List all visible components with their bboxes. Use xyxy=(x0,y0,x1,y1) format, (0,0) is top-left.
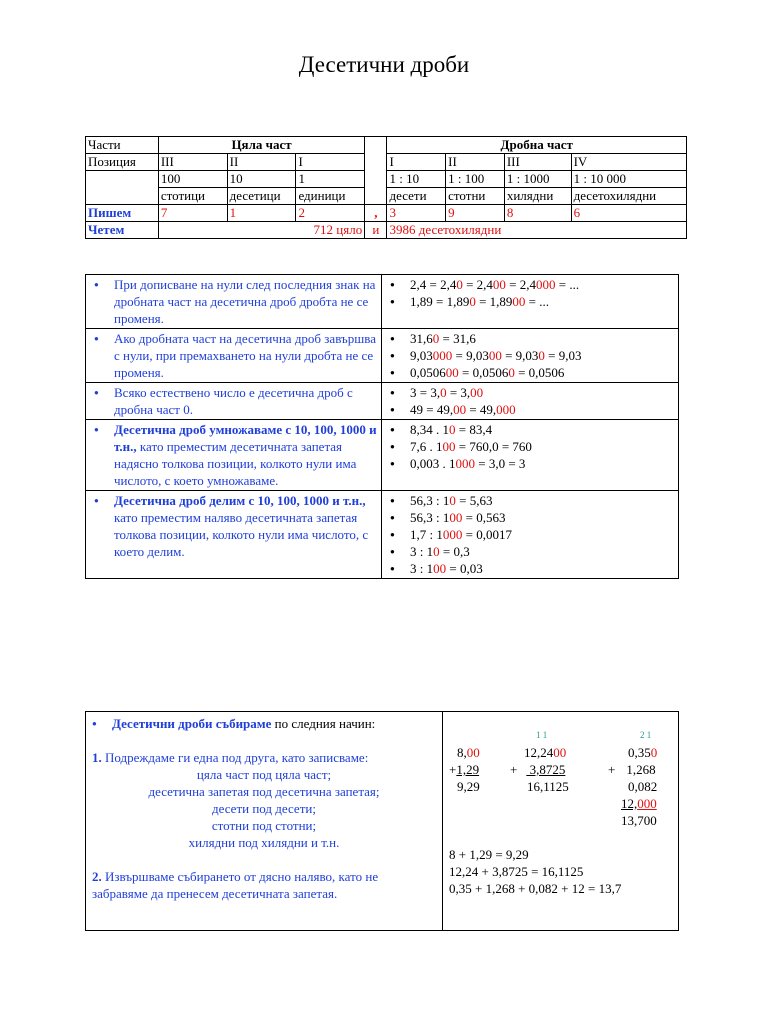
empty-cell xyxy=(86,171,159,205)
digit-whole: 2 xyxy=(296,205,365,222)
rule-row xyxy=(86,383,679,420)
calc1-addend: 8,00 xyxy=(457,745,480,760)
step2-number: 2. xyxy=(92,869,102,884)
result-line: 12,24 + 3,8725 = 16,1125 xyxy=(449,864,584,879)
position-fraction: III xyxy=(504,154,571,171)
example-item: ● 49 = 49,00 = 49,000 xyxy=(390,401,674,418)
value-fraction: 1 : 10 xyxy=(387,171,446,188)
digit-fraction: 6 xyxy=(571,205,686,222)
rule-examples-cell xyxy=(381,491,678,579)
read-fraction: 3986 десетохилядни xyxy=(387,222,687,239)
calc3-addend: 12,000 xyxy=(621,796,657,811)
value-fraction: 1 : 10 000 xyxy=(571,171,686,188)
example-item: ● 56,3 : 100 = 0,563 xyxy=(390,509,674,526)
rule-row xyxy=(86,329,679,383)
step1-line: десетична запетая под десетична запетая; xyxy=(148,784,380,799)
example-item: ● 1,7 : 1000 = 0,0017 xyxy=(390,526,674,543)
step1-line: стотни под стотни; xyxy=(211,818,317,833)
rule-body-text: Всяко естествено число е десетична дроб с дробна част 0. xyxy=(114,385,353,417)
value-whole: 1 xyxy=(296,171,365,188)
value-whole: 10 xyxy=(227,171,296,188)
decimal-comma: , xyxy=(365,205,387,222)
rule-body-text: като преместим наляво десетичната запетая толкова позиции, колкото нули има числото, с което делим. xyxy=(114,510,369,559)
example-item: ● 3 : 10 = 0,3 xyxy=(390,543,674,560)
calc2-addend: + 3,8725 xyxy=(510,762,566,777)
example-item: ● 3 = 3,0 = 3,00 xyxy=(390,384,674,401)
calc3-addend: + 1,268 xyxy=(608,762,656,777)
addition-examples xyxy=(443,712,679,931)
rule-examples-cell xyxy=(381,329,678,383)
carry-digits: 1 1 xyxy=(536,730,548,740)
step1-text: Подреждаме ги една под друга, като записваме: xyxy=(101,750,369,765)
value-whole: 100 xyxy=(158,171,227,188)
digit-whole: 1 xyxy=(227,205,296,222)
name-whole: единици xyxy=(296,188,365,205)
read-whole: 712 цяло xyxy=(158,222,364,239)
name-fraction: хилядни xyxy=(504,188,571,205)
name-fraction: стотни xyxy=(446,188,505,205)
calc3-addend: 0,350 xyxy=(628,745,658,760)
calc1-addend: +1,29 xyxy=(449,762,480,777)
name-fraction: десетохилядни xyxy=(571,188,686,205)
calc3-sum: 13,700 xyxy=(621,813,657,828)
example-item: ● 56,3 : 10 = 5,63 xyxy=(390,492,674,509)
name-whole: стотици xyxy=(158,188,227,205)
step1-line: хилядни под хилядни и т.н. xyxy=(188,835,340,850)
rule-examples-cell xyxy=(381,275,678,329)
position-fraction: I xyxy=(387,154,446,171)
rule-text xyxy=(94,421,377,489)
read-and: и xyxy=(365,222,387,239)
parts-label: Части xyxy=(86,137,159,154)
rule-body-text: При дописване на нули след последния знак на дробната част на десетична дроб дробта не се променя. xyxy=(114,277,376,326)
step1-intro xyxy=(92,749,436,766)
rule-text xyxy=(94,330,377,381)
example-item: ● 3 : 100 = 0,03 xyxy=(390,560,674,577)
fraction-part-header: Дробна част xyxy=(387,137,687,154)
rule-examples-cell xyxy=(381,420,678,491)
carry-digits: 2 1 xyxy=(640,730,652,740)
result-line: 0,35 + 1,268 + 0,082 + 12 = 13,7 xyxy=(449,881,622,896)
position-whole: II xyxy=(227,154,296,171)
value-fraction: 1 : 100 xyxy=(446,171,505,188)
position-fraction: IV xyxy=(571,154,686,171)
digit-fraction: 8 xyxy=(504,205,571,222)
rule-bold-text: Десетична дроб делим с 10, 100, 1000 и т.н., xyxy=(114,493,366,508)
position-whole: I xyxy=(296,154,365,171)
addition-table xyxy=(85,711,679,931)
rule-row xyxy=(86,420,679,491)
rule-text xyxy=(94,384,377,418)
calc1-sum: 9,29 xyxy=(457,779,480,794)
digit-fraction: 3 xyxy=(387,205,446,222)
write-label: Пишем xyxy=(86,205,159,222)
result-line: 8 + 1,29 = 9,29 xyxy=(449,847,529,862)
example-item: ● 8,34 . 10 = 83,4 xyxy=(390,421,674,438)
example-item: ● 9,03000 = 9,0300 = 9,030 = 9,03 xyxy=(390,347,674,364)
step1-number: 1. xyxy=(92,750,102,765)
rule-text-cell xyxy=(86,383,382,420)
digit-fraction: 9 xyxy=(446,205,505,222)
rule-row xyxy=(86,275,679,329)
step1-line: десети под десети; xyxy=(212,801,316,816)
rule-text xyxy=(94,276,377,327)
addition-explanation xyxy=(86,712,443,931)
rules-table xyxy=(85,274,679,579)
rule-text-cell xyxy=(86,491,382,579)
example-item: ● 0,003 . 1000 = 3,0 = 3 xyxy=(390,455,674,472)
name-fraction: десети xyxy=(387,188,446,205)
rule-text-cell xyxy=(86,420,382,491)
rule-bold-text: Десетична дроб умножаваме с 10, 100, 1000 и т.н., xyxy=(114,422,377,454)
position-label: Позиция xyxy=(86,154,159,171)
addition-heading xyxy=(92,715,436,732)
read-label: Четем xyxy=(86,222,159,239)
example-item: ● 31,60 = 31,6 xyxy=(390,330,674,347)
rule-text xyxy=(94,492,377,560)
calc3-addend: 0,082 xyxy=(628,779,658,794)
rule-text-cell xyxy=(86,275,382,329)
position-fraction: II xyxy=(446,154,505,171)
digit-whole: 7 xyxy=(158,205,227,222)
rule-body-text: Ако дробната част на десетична дроб завършва с нули, при премахването на нули дробта не се променя. xyxy=(114,331,376,380)
example-item: ● 1,89 = 1,890 = 1,8900 = ... xyxy=(390,293,674,310)
addition-heading-bold: Десетични дроби събираме xyxy=(112,716,272,731)
addition-heading-rest: по следния начин: xyxy=(271,716,376,731)
example-item: ● 7,6 . 100 = 760,0 = 760 xyxy=(390,438,674,455)
step2-text-block xyxy=(92,868,436,902)
rule-row xyxy=(86,491,679,579)
example-item: ● 2,4 = 2,40 = 2,400 = 2,4000 = ... xyxy=(390,276,674,293)
rule-body-text: като преместим десетичната запетая надясно толкова позиции, колкото нули има числото, с което умножаваме. xyxy=(114,439,357,488)
rule-examples-cell xyxy=(381,383,678,420)
name-whole: десетици xyxy=(227,188,296,205)
step1-line: цяла част под цяла част; xyxy=(196,767,332,782)
value-fraction: 1 : 1000 xyxy=(504,171,571,188)
step2-text: Извършваме събирането от дясно наляво, като не забравяме да пренесем десетичната запетая. xyxy=(92,869,379,901)
whole-part-header: Цяла част xyxy=(158,137,364,154)
example-item: ● 0,050600 = 0,05060 = 0,0506 xyxy=(390,364,674,381)
position-whole: III xyxy=(158,154,227,171)
calc2-addend: 12,2400 xyxy=(524,745,567,760)
page-title: Десетични дроби xyxy=(298,52,470,77)
separator-cell xyxy=(365,137,387,205)
place-value-table xyxy=(85,136,687,239)
calc2-sum: 16,1125 xyxy=(527,779,569,794)
rule-text-cell xyxy=(86,329,382,383)
